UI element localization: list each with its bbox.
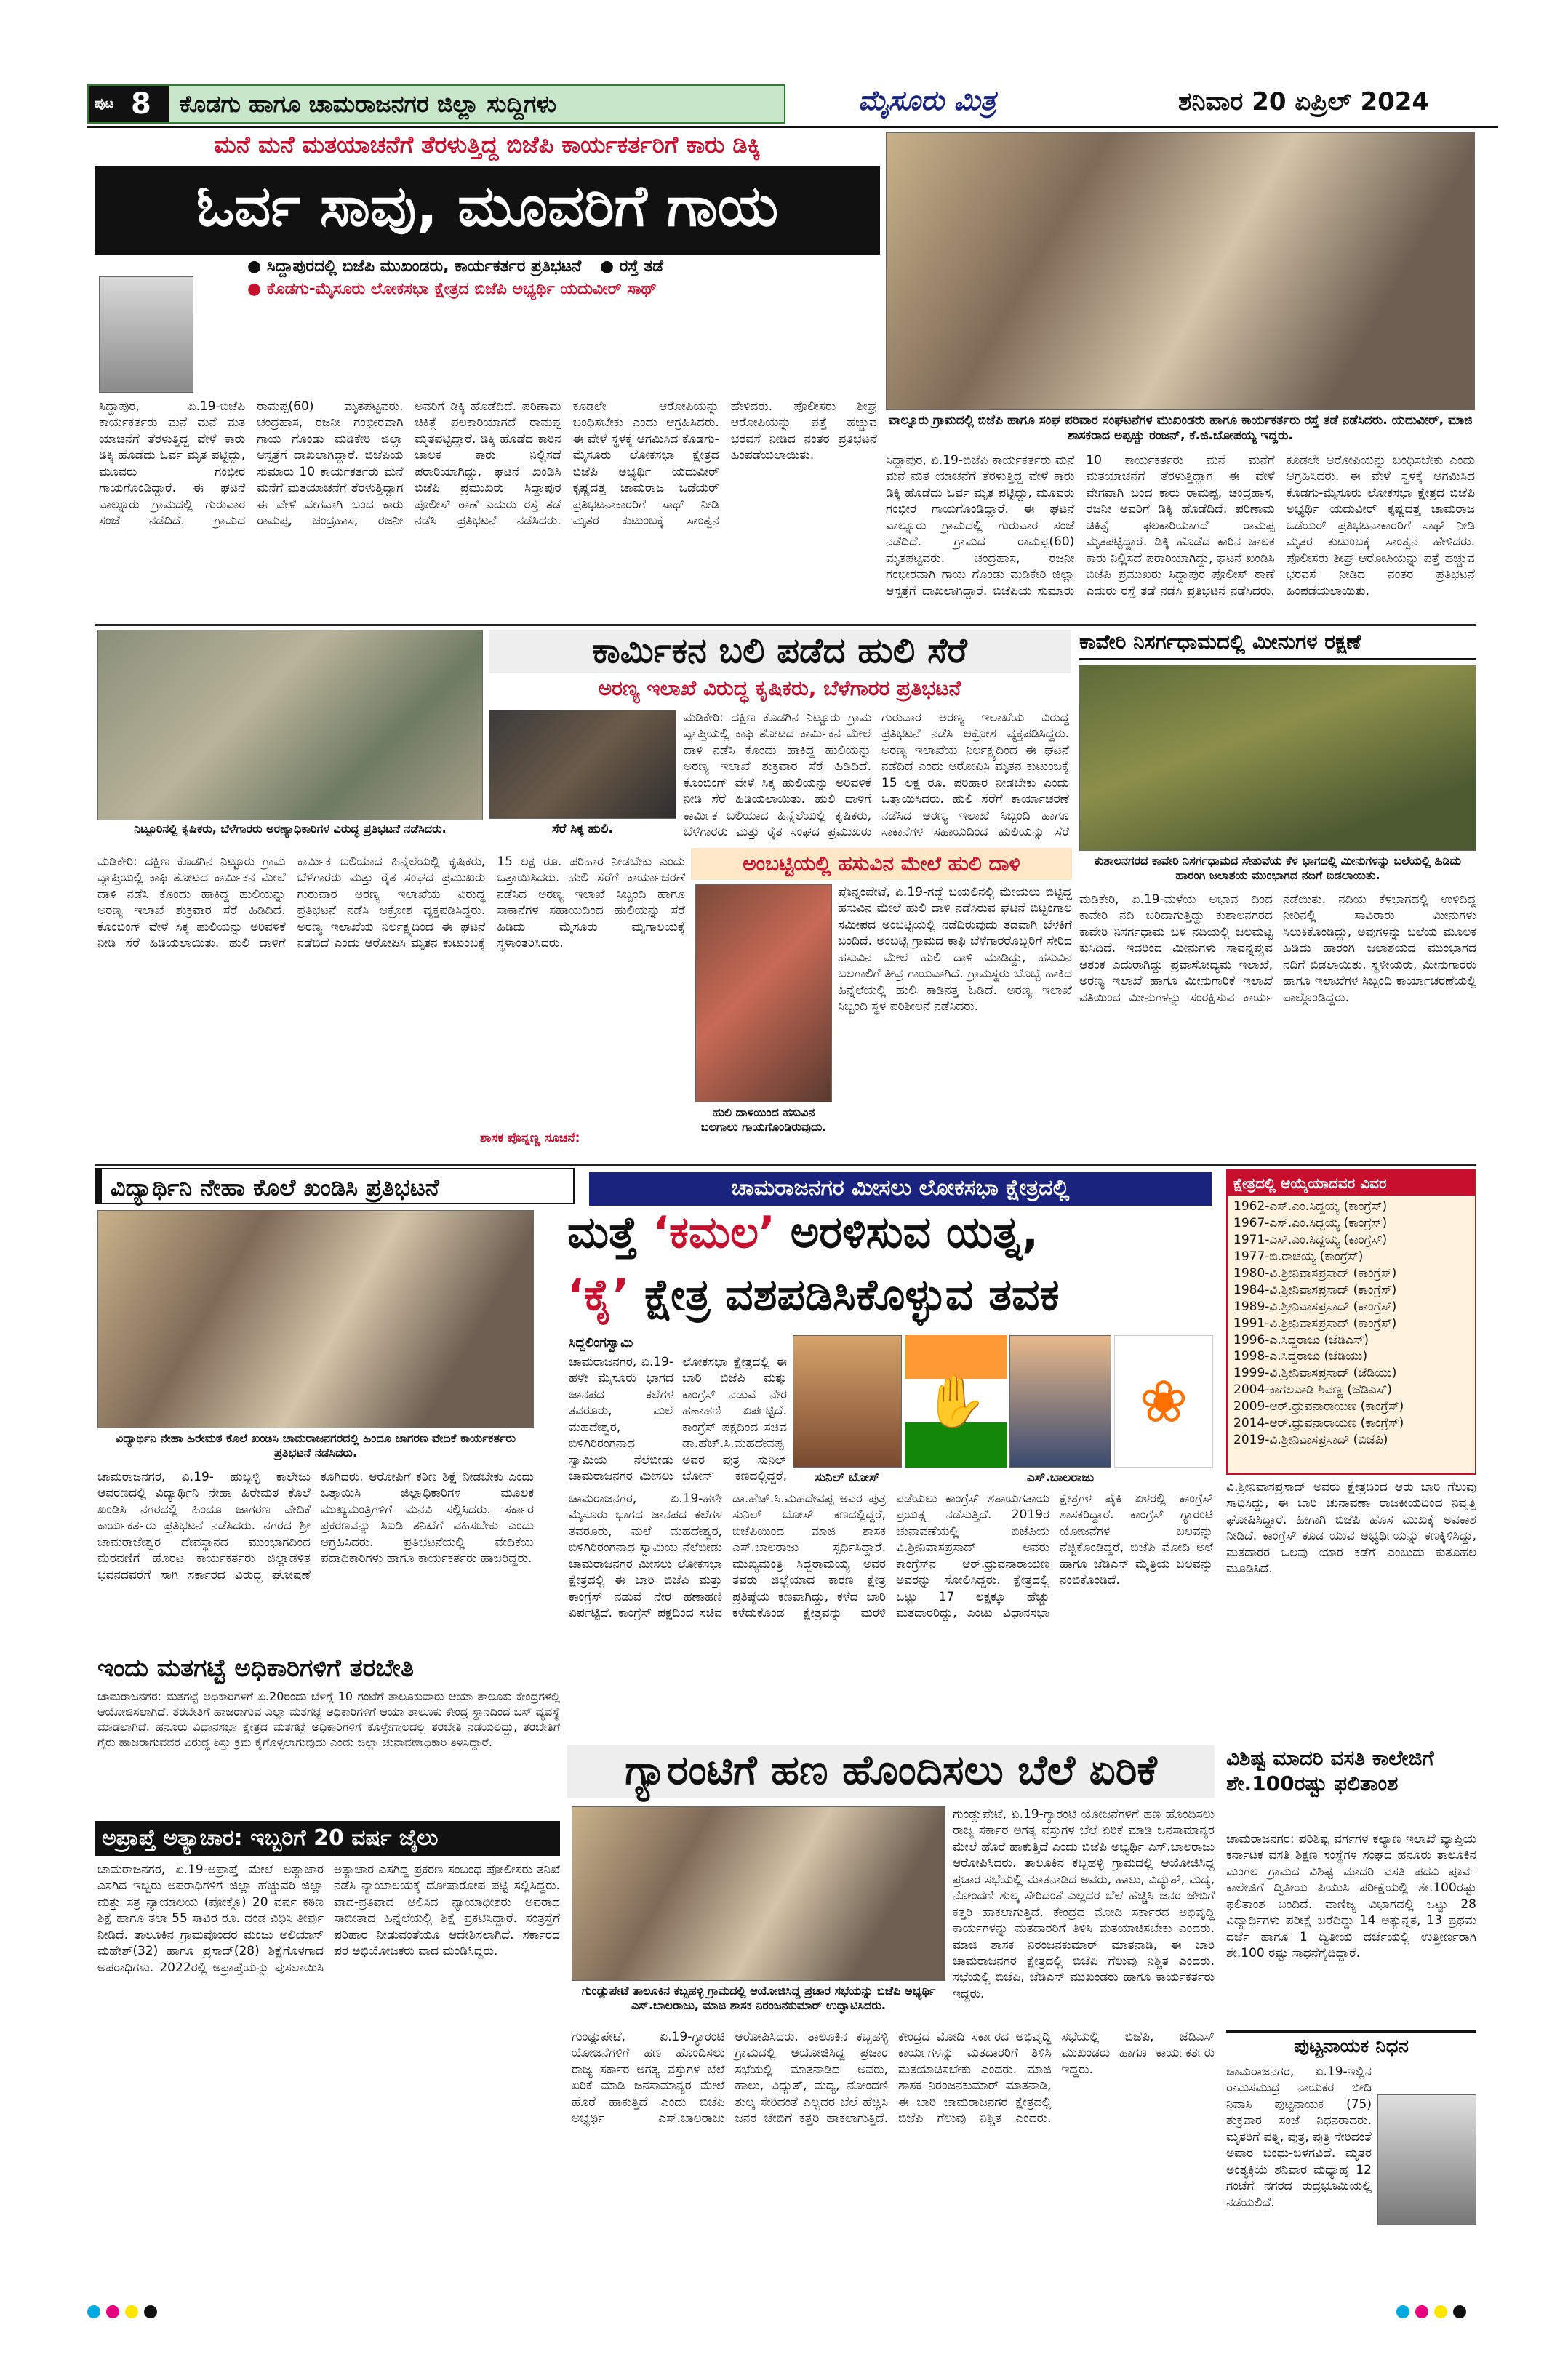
winner-row: 1980-ವಿ.ಶ್ರೀನಿವಾಸಪ್ರಸಾದ್ (ಕಾಂಗ್ರೆಸ್) bbox=[1233, 1265, 1397, 1281]
training-headline: ಇಂದು ಮತಗಟ್ಟೆ ಅಧಿಕಾರಿಗಳಿಗೆ ತರಬೇತಿ bbox=[97, 1654, 414, 1683]
guarantee-headline: ಗ್ಯಾರಂಟಿಗೆ ಹಣ ಹೊಂದಿಸಲು ಬೆಲೆ ಏರಿಕೆ bbox=[625, 1747, 1157, 1794]
cauvery-body: ಮಡಿಕೇರಿ, ಏ.19-ಮಳೆಯ ಅಭಾವ ದಿಂದ ಕಾವೇರಿ ನದಿ ಬರಿದಾಗುತ್ತಿದ್ದು ಕುಶಾಲನಗರದ ಕಾವೇರಿ ನಿಸರ್ಗಧಾಮ ಬಳಿ ನದಿಯಲ್ಲಿ ಜಲಮಟ್ಟ ಕುಸಿದಿದೆ. ಇದರಿಂದ ಮೀನುಗಳು ಸಾವನ್ನಪ್ಪುವ ಆತಂಕ ಎದುರಾಗಿದ್ದು ಪ್ರವಾಸೋದ್ಯಮ ಇಲಾಖೆ, ಅರಣ್ಯ ಇಲಾಖೆ ಹಾಗೂ ಮೀನುಗಾರಿಕೆ ಇಲಾಖೆ ವತಿಯಿಂದ ಮೀನುಗಳನ್ನು ಸಂರಕ್ಷಿಸುವ ಕಾರ್ಯ ನಡೆಯಿತು. ನದಿಯ ಕೆಳಭಾಗದಲ್ಲಿ ಉಳಿದಿದ್ದ ನೀರಿನಲ್ಲಿ ಸಾವಿರಾರು ಮೀನುಗಳು ಸಿಲುಕಿಕೊಂಡಿದ್ದು, ಅವುಗಳನ್ನು ಬಲೆಯ ಮೂಲಕ ಹಿಡಿದು ಹಾರಂಗಿ ಜಲಾಶಯದ ಮುಂಭಾಗದ ನದಿಗೆ ಬಿಡಲಾಯಿತು. ಸ್ಥಳೀಯರು, ಮೀನುಗಾರರು ಹಾಗೂ ಇಲಾಖೆಗಳ ಸಿಬ್ಬಂದಿ ಕಾರ್ಯಾಚರಣೆಯಲ್ಲಿ ಪಾಲ್ಗೊಂಡಿದ್ದರು. bbox=[1079, 892, 1476, 1005]
divider bbox=[95, 624, 1476, 626]
election-byline: ಸಿದ್ದಲಿಂಗಸ್ವಾಮಿ bbox=[569, 1335, 633, 1350]
lead-photo-caption: ವಾಲ್ನೂರು ಗ್ರಾಮದಲ್ಲಿ ಬಿಜೆಪಿ ಹಾಗೂ ಸಂಘ ಪರಿವಾರ ಸಂಘಟನೆಗಳ ಮುಖಂಡರು ಹಾಗೂ ಕಾರ್ಯಕರ್ತರು ರಸ್ತೆ ತಡೆ ನಡೆಸಿದರು. ಯದುವೀರ್, ಮಾಜಿ ಶಾಸಕರಾದ ಅಪ್ಪಚ್ಚು ರಂಜನ್, ಕೆ.ಜಿ.ಬೋಪಯ್ಯ ಇದ್ದರು. bbox=[888, 413, 1473, 444]
attack-body: ಪೊನ್ನಂಪೇಟೆ, ಏ.19-ಗದ್ದೆ ಬಯಲಿನಲ್ಲಿ ಮೇಯಲು ಬಿಟ್ಟಿದ್ದ ಹಸುವಿನ ಮೇಲೆ ಹುಲಿ ದಾಳಿ ನಡೆಸಿರುವ ಘಟನೆ ಬಿಟ್ಟಂಗಾಲ ಸಮೀಪದ ಅಂಬಟ್ಟಿಯಲ್ಲಿ ನಡೆದಿರುವುದು ತಡವಾಗಿ ಬೆಳಕಿಗೆ ಬಂದಿದೆ. ಅಂಬಟ್ಟಿ ಗ್ರಾಮದ ಕಾಫಿ ಬೆಳೆಗಾರರೊಬ್ಬರಿಗೆ ಸೇರಿದ ಹಸುವಿನ ಮೇಲೆ ಹುಲಿ ದಾಳಿ ಮಾಡಿದ್ದು, ಹಸುವಿನ ಬಲಗಾಲಿಗೆ ತೀವ್ರ ಗಾಯವಾಗಿದೆ. ಗ್ರಾಮಸ್ಥರು ಬೊಬ್ಬೆ ಹಾಕಿದ ಹಿನ್ನೆಲೆಯಲ್ಲಿ ಹುಲಿ ಕಾಡಿನತ್ತ ಓಡಿದೆ. ಅರಣ್ಯ ಇಲಾಖೆ ಸಿಬ್ಬಂದಿ ಸ್ಥಳ ಪರಿಶೀಲನೆ ನಡೆಸಿದರು. bbox=[838, 885, 1072, 1014]
winner-row: 1977-ಬಿ.ರಾಚಯ್ಯ (ಕಾಂಗ್ರೆಸ್) bbox=[1233, 1249, 1364, 1264]
guarantee-caption: ಗುಂಡ್ಲುಪೇಟೆ ತಾಲೂಕಿನ ಕಬ್ಬಹಳ್ಳಿ ಗ್ರಾಮದಲ್ಲಿ ಆಯೋಜಿಸಿದ್ದ ಪ್ರಚಾರ ಸಭೆಯನ್ನು ಬಿಜೆಪಿ ಅಭ್ಯರ್ಥಿ ಎಸ್.ಬಾಲರಾಜು, ಮಾಜಿ ಶಾಸಕ ನಿರಂಜನಕುಮಾರ್ ಉದ್ಘಾಟಿಸಿದರು. bbox=[581, 1984, 936, 2012]
election-intro: ಚಾಮರಾಜನಗರ, ಏ.19-ಹಳೇ ಮೈಸೂರು ಭಾಗದ ಜಾನಪದ ಕಲೆಗಳ ತವರೂರು, ಮಲೆ ಮಹದೇಶ್ವರ, ಬಿಳಿಗಿರಿರಂಗನಾಥ ಸ್ವಾಮಿಯ ನೆಲೆಬೀಡು ಚಾಮರಾಜನಗರ ಮೀಸಲು ಲೋಕಸಭಾ ಕ್ಷೇತ್ರದಲ್ಲಿ ಈ ಬಾರಿ ಬಿಜೆಪಿ ಮತ್ತು ಕಾಂಗ್ರೆಸ್ ನಡುವೆ ನೇರ ಹಣಾಹಣಿ ಏರ್ಪಟ್ಟಿದೆ. ಕಾಂಗ್ರೆಸ್ ಪಕ್ಷದಿಂದ ಸಚಿವ ಡಾ.ಹೆಚ್.ಸಿ.ಮಹದೇವಪ್ಪ ಅವರ ಪುತ್ರ ಸುನಿಲ್ ಬೋಸ್ ಕಣದಲ್ಲಿದ್ದರೆ, bbox=[569, 1355, 787, 1484]
tiger-body: ಮಡಿಕೇರಿ: ದಕ್ಷಿಣ ಕೊಡಗಿನ ನಿಟ್ಟೂರು ಗ್ರಾಮ ವ್ಯಾಪ್ತಿಯಲ್ಲಿ ಕಾಫಿ ತೋಟದ ಕಾರ್ಮಿಕನ ಮೇಲೆ ದಾಳಿ ನಡೆಸಿ ಕೊಂದು ಹಾಕಿದ್ದ ಹುಲಿಯನ್ನು ಅರಣ್ಯ ಇಲಾಖೆ ಶುಕ್ರವಾರ ಸೆರೆ ಹಿಡಿದಿದೆ. ಕೊಂಬಿಂಗ್ ವೇಳೆ ಸಿಕ್ಕ ಹುಲಿಯನ್ನು ಅರಿವಳಿಕೆ ನೀಡಿ ಸೆರೆ ಹಿಡಿಯಲಾಯಿತು. ಹುಲಿ ದಾಳಿಗೆ ಕಾರ್ಮಿಕ ಬಲಿಯಾದ ಹಿನ್ನೆಲೆಯಲ್ಲಿ ಕೃಷಿಕರು, ಬೆಳೆಗಾರರು ಮತ್ತು ರೈತ ಸಂಘದ ಪ್ರಮುಖರು ಗುರುವಾರ ಅರಣ್ಯ ಇಲಾಖೆಯ ವಿರುದ್ಧ ಪ್ರತಿಭಟನೆ ನಡೆಸಿ ಆಕ್ರೋಶ ವ್ಯಕ್ತಪಡಿಸಿದ್ದರು. ಅರಣ್ಯ ಇಲಾಖೆಯ ನಿರ್ಲಕ್ಷ್ಯದಿಂದ ಈ ಘಟನೆ ನಡೆದಿದೆ ಎಂದು ಆರೋಪಿಸಿ ಮೃತನ ಕುಟುಂಬಕ್ಕೆ 15 ಲಕ್ಷ ರೂ. ಪರಿಹಾರ ನೀಡಬೇಕು ಎಂದು ಒತ್ತಾಯಿಸಿದರು. ಹುಲಿ ಸೆರೆಗೆ ಕಾರ್ಯಾಚರಣೆ ನಡೆಸಿದ ಅರಣ್ಯ ಇಲಾಖೆ ಸಿಬ್ಬಂದಿ ಹಾಗೂ ಸಾಕಾನೆಗಳ ಸಹಾಯದಿಂದ ಹುಲಿಯನ್ನು ಸೆರೆ ಹಿಡಿದು ಮೈಸೂರು ಮೃಗಾಲಯಕ್ಕೆ ಸ್ಥಳಾಂತರಿಸಿದರು. bbox=[97, 854, 685, 951]
lead-photo bbox=[886, 132, 1475, 410]
tiger-subhead: ಅರಣ್ಯ ಇಲಾಖೆ ವಿರುದ್ಧ ಕೃಷಿಕರು, ಬೆಳೆಗಾರರ ಪ್ರತಿಭಟನೆ bbox=[598, 676, 961, 700]
lead-portrait bbox=[99, 276, 193, 393]
magenta-dot-icon bbox=[1415, 2305, 1428, 2318]
tiger-author: ಶಾಸಕ ಪೊನ್ನಣ್ಣ ಸೂಚನೆ: bbox=[480, 1131, 580, 1145]
cauvery-photo bbox=[1079, 665, 1476, 851]
candidate2-name: ಎಸ್.ಬಾಲರಾಜು bbox=[1026, 1470, 1095, 1485]
attack-headline: ಅಂಬಟ್ಟಿಯಲ್ಲಿ ಹಸುವಿನ ಮೇಲೆ ಹುಲಿ ದಾಳಿ bbox=[743, 852, 1020, 876]
winner-row: 1984-ವಿ.ಶ್ರೀನಿವಾಸಪ್ರಸಾದ್ (ಕಾಂಗ್ರೆಸ್) bbox=[1233, 1282, 1397, 1297]
tiger-small-caption: ಸೆರೆ ಸಿಕ್ಕ ಹುಲಿ. bbox=[552, 822, 613, 836]
magenta-dot-icon bbox=[106, 2305, 119, 2318]
winners-table bbox=[1226, 1169, 1476, 1475]
obit-portrait bbox=[1377, 2094, 1476, 2225]
guarantee-body: ಗುಂಡ್ಲುಪೇಟೆ, ಏ.19-ಗ್ಯಾರಂಟಿ ಯೋಜನೆಗಳಿಗೆ ಹಣ ಹೊಂದಿಸಲು ರಾಜ್ಯ ಸರ್ಕಾರ ಅಗತ್ಯ ವಸ್ತುಗಳ ಬೆಲೆ ಏರಿಕೆ ಮಾಡಿ ಜನಸಾಮಾನ್ಯರ ಮೇಲೆ ಹೊರೆ ಹಾಕುತ್ತಿದೆ ಎಂದು ಬಿಜೆಪಿ ಅಭ್ಯರ್ಥಿ ಎಸ್.ಬಾಲರಾಜು ಆರೋಪಿಸಿದರು. ತಾಲೂಕಿನ ಕಬ್ಬಹಳ್ಳಿ ಗ್ರಾಮದಲ್ಲಿ ಆಯೋಜಿಸಿದ್ದ ಪ್ರಚಾರ ಸಭೆಯಲ್ಲಿ ಮಾತನಾಡಿದ ಅವರು, ಹಾಲು, ವಿದ್ಯುತ್, ಮದ್ಯ, ನೋಂದಣಿ ಶುಲ್ಕ ಸೇರಿದಂತೆ ಎಲ್ಲದರ ಬೆಲೆ ಹೆಚ್ಚಿಸಿ ಜನರ ಜೇಬಿಗೆ ಕತ್ತರಿ ಹಾಕಲಾಗುತ್ತಿದೆ. ಕೇಂದ್ರದ ಮೋದಿ ಸರ್ಕಾರದ ಅಭಿವೃದ್ಧಿ ಕಾರ್ಯಗಳನ್ನು ಮತದಾರರಿಗೆ ತಿಳಿಸಿ ಮತಯಾಚಿಸಬೇಕು ಎಂದರು. ಮಾಜಿ ಶಾಸಕ ನಿರಂಜನಕುಮಾರ್ ಮಾತನಾಡಿ, ಈ ಬಾರಿ ಚಾಮರಾಜನಗರ ಕ್ಷೇತ್ರದಲ್ಲಿ ಬಿಜೆಪಿ ಗೆಲುವು ನಿಶ್ಚಿತ ಎಂದರು. ಸಭೆಯಲ್ಲಿ ಬಿಜೆಪಿ, ಜೆಡಿಎಸ್ ಮುಖಂಡರು ಹಾಗೂ ಕಾರ್ಯಕರ್ತರು ಇದ್ದರು. bbox=[572, 2030, 1215, 2126]
masthead-logo: ಮೈಸೂರು ಮಿತ್ರ bbox=[858, 84, 996, 116]
winner-row: 1999-ವಿ.ಶ್ರೀನಿವಾಸಪ್ರಸಾದ್ (ಜೆಡಿಯು) bbox=[1233, 1366, 1397, 1381]
winner-row: 1971-ಎಸ್.ಎಂ.ಸಿದ್ದಯ್ಯ (ಕಾಂಗ್ರೆಸ್) bbox=[1233, 1232, 1388, 1247]
tiger-body-top: ಮಡಿಕೇರಿ: ದಕ್ಷಿಣ ಕೊಡಗಿನ ನಿಟ್ಟೂರು ಗ್ರಾಮ ವ್ಯಾಪ್ತಿಯಲ್ಲಿ ಕಾಫಿ ತೋಟದ ಕಾರ್ಮಿಕನ ಮೇಲೆ ದಾಳಿ ನಡೆಸಿ ಕೊಂದು ಹಾಕಿದ್ದ ಹುಲಿಯನ್ನು ಅರಣ್ಯ ಇಲಾಖೆ ಶುಕ್ರವಾರ ಸೆರೆ ಹಿಡಿದಿದೆ. ಕೊಂಬಿಂಗ್ ವೇಳೆ ಸಿಕ್ಕ ಹುಲಿಯನ್ನು ಅರಿವಳಿಕೆ ನೀಡಿ ಸೆರೆ ಹಿಡಿಯಲಾಯಿತು. ಹುಲಿ ದಾಳಿಗೆ ಕಾರ್ಮಿಕ ಬಲಿಯಾದ ಹಿನ್ನೆಲೆಯಲ್ಲಿ ಕೃಷಿಕರು, ಬೆಳೆಗಾರರು ಮತ್ತು ರೈತ ಸಂಘದ ಪ್ರಮುಖರು ಗುರುವಾರ ಅರಣ್ಯ ಇಲಾಖೆಯ ವಿರುದ್ಧ ಪ್ರತಿಭಟನೆ ನಡೆಸಿ ಆಕ್ರೋಶ ವ್ಯಕ್ತಪಡಿಸಿದ್ದರು. ಅರಣ್ಯ ಇಲಾಖೆಯ ನಿರ್ಲಕ್ಷ್ಯದಿಂದ ಈ ಘಟನೆ ನಡೆದಿದೆ ಎಂದು ಆರೋಪಿಸಿ ಮೃತನ ಕುಟುಂಬಕ್ಕೆ 15 ಲಕ್ಷ ರೂ. ಪರಿಹಾರ ನೀಡಬೇಕು ಎಂದು ಒತ್ತಾಯಿಸಿದರು. ಹುಲಿ ಸೆರೆಗೆ ಕಾರ್ಯಾಚರಣೆ ನಡೆಸಿದ ಅರಣ್ಯ ಇಲಾಖೆ ಸಿಬ್ಬಂದಿ ಹಾಗೂ ಸಾಕಾನೆಗಳ ಸಹಾಯದಿಂದ ಹುಲಿಯನ್ನು ಸೆರೆ bbox=[684, 710, 1069, 840]
crime-headline-box bbox=[95, 1821, 560, 1856]
page-number-box bbox=[89, 86, 169, 122]
obit-headline-box bbox=[1226, 2030, 1476, 2059]
lead-body-continued: ಸಿದ್ದಾಪುರ, ಏ.19-ಬಿಜೆಪಿ ಕಾರ್ಯಕರ್ತರು ಮನೆ ಮನೆ ಮತ ಯಾಚನೆಗೆ ತೆರಳುತ್ತಿದ್ದ ವೇಳೆ ಕಾರು ಡಿಕ್ಕಿ ಹೊಡೆದು ಓರ್ವ ಮೃತ ಪಟ್ಟಿದ್ದು, ಮೂವರು ಗಂಭೀರ ಗಾಯಗೊಂಡಿದ್ದಾರೆ. ಈ ಘಟನೆ ವಾಲ್ನೂರು ಗ್ರಾಮದಲ್ಲಿ ಗುರುವಾರ ಸಂಜೆ ನಡೆದಿದೆ. ಗ್ರಾಮದ ರಾಮಪ್ಪ(60) ಮೃತಪಟ್ಟವರು. ಚಂದ್ರಹಾಸ, ರಜನೀ ಗಂಭೀರವಾಗಿ ಗಾಯ ಗೊಂಡು ಮಡಿಕೇರಿ ಜಿಲ್ಲಾ ಆಸ್ಪತ್ರೆಗೆ ದಾಖಲಾಗಿದ್ದಾರೆ. ಬಿಜೆಪಿಯ ಸುಮಾರು 10 ಕಾರ್ಯಕರ್ತರು ಮನೆ ಮನೆಗೆ ಮತಯಾಚನೆಗೆ ತೆರಳುತ್ತಿದ್ದಾಗ ಈ ವೇಳೆ ವೇಗವಾಗಿ ಬಂದ ಕಾರು ರಾಮಪ್ಪ, ಚಂದ್ರಹಾಸ, ರಜನೀ ಅವರಿಗೆ ಡಿಕ್ಕಿ ಹೊಡೆದಿದೆ. ಪರಿಣಾಮ ಚಿಕಿತ್ಸೆ ಫಲಕಾರಿಯಾಗದೆ ರಾಮಪ್ಪ ಮೃತಪಟ್ಟಿದ್ದಾರೆ. ಡಿಕ್ಕಿ ಹೊಡೆದ ಕಾರಿನ ಚಾಲಕ ಕಾರು ನಿಲ್ಲಿಸದೆ ಪರಾರಿಯಾಗಿದ್ದು, ಘಟನೆ ಖಂಡಿಸಿ ಬಿಜೆಪಿ ಪ್ರಮುಖರು ಸಿದ್ದಾಪುರ ಪೊಲೀಸ್ ಠಾಣೆ ಎದುರು ರಸ್ತೆ ತಡೆ ನಡೆಸಿ ಪ್ರತಿಭಟನೆ ನಡೆಸಿದರು. ಕೂಡಲೇ ಆರೋಪಿಯನ್ನು ಬಂಧಿಸಬೇಕು ಎಂದು ಆಗ್ರಹಿಸಿದರು. ಈ ವೇಳೆ ಸ್ಥಳಕ್ಕೆ ಆಗಮಿಸಿದ ಕೊಡಗು-ಮೈಸೂರು ಲೋಕಸಭಾ ಕ್ಷೇತ್ರದ ಬಿಜೆಪಿ ಅಭ್ಯರ್ಥಿ ಯದುವೀರ್ ಕೃಷ್ಣದತ್ತ ಚಾಮರಾಜ ಒಡೆಯರ್ ಪ್ರತಿಭಟನಾಕಾರರಿಗೆ ಸಾಥ್ ನೀಡಿ ಮೃತರ ಕುಟುಂಬಕ್ಕೆ ಸಾಂತ್ವನ ಹೇಳಿದರು. ಪೊಲೀಸರು ಶೀಘ್ರ ಆರೋಪಿಯನ್ನು ಪತ್ತೆ ಹಚ್ಚುವ ಭರವಸೆ ನೀಡಿದ ನಂತರ ಪ್ರತಿಭಟನೆ ಹಿಂಪಡೆಯಲಾಯಿತು. bbox=[886, 453, 1475, 598]
winner-row: 1998-ಎ.ಸಿದ್ದರಾಜು (ಜೆಡಿಯು) bbox=[1233, 1349, 1368, 1364]
winner-row: 2019-ವಿ.ಶ್ರೀನಿವಾಸಪ್ರಸಾದ್ (ಬಿಜೆಪಿ) bbox=[1233, 1433, 1388, 1448]
section-title: ಕೊಡಗು ಹಾಗೂ ಚಾಮರಾಜನಗರ ಜಿಲ್ಲಾ ಸುದ್ದಿಗಳು bbox=[180, 90, 557, 118]
lead-sub2: ● ರಸ್ತೆ ತಡೆ bbox=[600, 257, 663, 276]
black-dot-icon bbox=[1453, 2305, 1466, 2318]
black-dot-icon bbox=[144, 2305, 157, 2318]
neha-body: ಚಾಮರಾಜನಗರ, ಏ.19- ಹುಬ್ಬಳ್ಳಿ ಕಾಲೇಜು ಆವರಣದಲ್ಲಿ ವಿದ್ಯಾರ್ಥಿನಿ ನೇಹಾ ಹಿರೇಮಠ ಕೊಲೆ ಖಂಡಿಸಿ ನಗರದಲ್ಲಿ ಹಿಂದೂ ಜಾಗರಣ ವೇದಿಕೆ ಕಾರ್ಯಕರ್ತರು ಪ್ರತಿಭಟನೆ ನಡೆಸಿದರು. ನಗರದ ಶ್ರೀ ಚಾಮರಾಜೇಶ್ವರ ದೇವಸ್ಥಾನದ ಮುಂಭಾಗದಿಂದ ಮೆರವಣಿಗೆ ಹೊರಟ ಕಾರ್ಯಕರ್ತರು ಜಿಲ್ಲಾಡಳಿತ ಭವನದವರೆಗೆ ಸಾಗಿ ಸರ್ಕಾರದ ವಿರುದ್ಧ ಘೋಷಣೆ ಕೂಗಿದರು. ಆರೋಪಿಗೆ ಕಠಿಣ ಶಿಕ್ಷೆ ನೀಡಬೇಕು ಎಂದು ಒತ್ತಾಯಿಸಿ ಜಿಲ್ಲಾಧಿಕಾರಿಗಳ ಮೂಲಕ ಮುಖ್ಯಮಂತ್ರಿಗಳಿಗೆ ಮನವಿ ಸಲ್ಲಿಸಿದರು. ಸರ್ಕಾರ ಪ್ರಕರಣವನ್ನು ಸಿಐಡಿ ತನಿಖೆಗೆ ವಹಿಸಬೇಕು ಎಂದು ಆಗ್ರಹಿಸಿದರು. ಪ್ರತಿಭಟನೆಯಲ್ಲಿ ವೇದಿಕೆಯ ಪದಾಧಿಕಾರಿಗಳು ಹಾಗೂ ಕಾರ್ಯಕರ್ತರು ಹಾಜರಿದ್ದರು. bbox=[97, 1470, 534, 1582]
neha-caption: ವಿದ್ಯಾರ್ಥಿನಿ ನೇಹಾ ಹಿರೇಮಠ ಕೊಲೆ ಖಂಡಿಸಿ ಚಾಮರಾಜನಗರದಲ್ಲಿ ಹಿಂದೂ ಜಾಗರಣ ವೇದಿಕೆ ಕಾರ್ಯಕರ್ತರು ಪ್ರತಿಭಟನೆ ನಡೆಸಿದರು. bbox=[116, 1431, 516, 1460]
congress-hand-icon: ✋ bbox=[905, 1335, 1007, 1468]
cyan-dot-icon bbox=[1396, 2305, 1409, 2318]
hostel-headline: ವಿಶಿಷ್ಟ ಮಾದರಿ ವಸತಿ ಕಾಲೇಜಿಗೆ ಶೇ.100ರಷ್ಟು ಫಲಿತಾಂಶ bbox=[1226, 1746, 1434, 1795]
page-number: 8 bbox=[131, 87, 151, 121]
crime-headline: ಅಪ್ರಾಪ್ತೆ ಅತ್ಯಾಚಾರ: ಇಬ್ಬರಿಗೆ 20 ವರ್ಷ ಜೈಲು bbox=[102, 1825, 439, 1851]
tiger-headline-box bbox=[489, 630, 1071, 673]
lead-subheads bbox=[247, 257, 880, 316]
winner-row: 1962-ಎಸ್.ಎಂ.ಸಿದ್ದಯ್ಯ (ಕಾಂಗ್ರೆಸ್) bbox=[1233, 1199, 1388, 1214]
winner-row: 1996-ಎ.ಸಿದ್ದರಾಜು (ಜೆಡಿಎಸ್) bbox=[1233, 1332, 1369, 1348]
winner-row: 2009-ಆರ್.ಧ್ರುವನಾರಾಯಣ (ಕಾಂಗ್ರೆಸ್) bbox=[1233, 1399, 1404, 1414]
winner-row: 1967-ಎಸ್.ಎಂ.ಸಿದ್ದಯ್ಯ (ಕಾಂಗ್ರೆಸ್) bbox=[1233, 1215, 1388, 1230]
neha-photo bbox=[97, 1210, 534, 1428]
winner-row: 1989-ವಿ.ಶ್ರೀನಿವಾಸಪ್ರಸಾದ್ (ಕಾಂಗ್ರೆಸ್) bbox=[1233, 1299, 1397, 1314]
registration-marks-left bbox=[87, 2305, 233, 2323]
tiger-protest-caption: ನಿಟ್ಟೂರಿನಲ್ಲಿ ಕೃಷಿಕರು, ಬೆಳೆಗಾರರು ಅರಣ್ಯಾಧಿಕಾರಿಗಳ ವಿರುದ್ಧ ಪ್ರತಿಭಟನೆ ನಡೆಸಿದರು. bbox=[134, 822, 447, 836]
yellow-dot-icon bbox=[125, 2305, 138, 2318]
issue-date: ಶನಿವಾರ 20 ಏಪ್ರಿಲ್ 2024 bbox=[1178, 87, 1430, 116]
neha-headline-box bbox=[95, 1168, 575, 1204]
lead-body: ಸಿದ್ದಾಪುರ, ಏ.19-ಬಿಜೆಪಿ ಕಾರ್ಯಕರ್ತರು ಮನೆ ಮನೆ ಮತ ಯಾಚನೆಗೆ ತೆರಳುತ್ತಿದ್ದ ವೇಳೆ ಕಾರು ಡಿಕ್ಕಿ ಹೊಡೆದು ಓರ್ವ ಮೃತ ಪಟ್ಟಿದ್ದು, ಮೂವರು ಗಂಭೀರ ಗಾಯಗೊಂಡಿದ್ದಾರೆ. ಈ ಘಟನೆ ವಾಲ್ನೂರು ಗ್ರಾಮದಲ್ಲಿ ಗುರುವಾರ ಸಂಜೆ ನಡೆದಿದೆ. ಗ್ರಾಮದ ರಾಮಪ್ಪ(60) ಮೃತಪಟ್ಟವರು. ಚಂದ್ರಹಾಸ, ರಜನೀ ಗಂಭೀರವಾಗಿ ಗಾಯ ಗೊಂಡು ಮಡಿಕೇರಿ ಜಿಲ್ಲಾ ಆಸ್ಪತ್ರೆಗೆ ದಾಖಲಾಗಿದ್ದಾರೆ. ಬಿಜೆಪಿಯ ಸುಮಾರು 10 ಕಾರ್ಯಕರ್ತರು ಮನೆ ಮನೆಗೆ ಮತಯಾಚನೆಗೆ ತೆರಳುತ್ತಿದ್ದಾಗ ಈ ವೇಳೆ ವೇಗವಾಗಿ ಬಂದ ಕಾರು ರಾಮಪ್ಪ, ಚಂದ್ರಹಾಸ, ರಜನೀ ಅವರಿಗೆ ಡಿಕ್ಕಿ ಹೊಡೆದಿದೆ. ಪರಿಣಾಮ ಚಿಕಿತ್ಸೆ ಫಲಕಾರಿಯಾಗದೆ ರಾಮಪ್ಪ ಮೃತಪಟ್ಟಿದ್ದಾರೆ. ಡಿಕ್ಕಿ ಹೊಡೆದ ಕಾರಿನ ಚಾಲಕ ಕಾರು ನಿಲ್ಲಿಸದೆ ಪರಾರಿಯಾಗಿದ್ದು, ಘಟನೆ ಖಂಡಿಸಿ ಬಿಜೆಪಿ ಪ್ರಮುಖರು ಸಿದ್ದಾಪುರ ಪೊಲೀಸ್ ಠಾಣೆ ಎದುರು ರಸ್ತೆ ತಡೆ ನಡೆಸಿ ಪ್ರತಿಭಟನೆ ನಡೆಸಿದರು. ಕೂಡಲೇ ಆರೋಪಿಯನ್ನು ಬಂಧಿಸಬೇಕು ಎಂದು ಆಗ್ರಹಿಸಿದರು. ಈ ವೇಳೆ ಸ್ಥಳಕ್ಕೆ ಆಗಮಿಸಿದ ಕೊಡಗು-ಮೈಸೂರು ಲೋಕಸಭಾ ಕ್ಷೇತ್ರದ ಬಿಜೆಪಿ ಅಭ್ಯರ್ಥಿ ಯದುವೀರ್ ಕೃಷ್ಣದತ್ತ ಚಾಮರಾಜ ಒಡೆಯರ್ ಪ್ರತಿಭಟನಾಕಾರರಿಗೆ ಸಾಥ್ ನೀಡಿ ಮೃತರ ಕುಟುಂಬಕ್ಕೆ ಸಾಂತ್ವನ ಹೇಳಿದರು. ಪೊಲೀಸರು ಶೀಘ್ರ ಆರೋಪಿಯನ್ನು ಪತ್ತೆ ಹಚ್ಚುವ ಭರವಸೆ ನೀಡಿದ ನಂತರ ಪ್ರತಿಭಟನೆ ಹಿಂಪಡೆಯಲಾಯಿತು. bbox=[99, 399, 877, 529]
neha-headline: ವಿದ್ಯಾರ್ಥಿನಿ ನೇಹಾ ಕೊಲೆ ಖಂಡಿಸಿ ಪ್ರತಿಭಟನೆ bbox=[111, 1174, 439, 1201]
registration-marks-right bbox=[1396, 2305, 1542, 2323]
candidate1-photo bbox=[793, 1335, 902, 1468]
tiger-headline: ಕಾರ್ಮಿಕನ ಬಲಿ ಪಡೆದ ಹುಲಿ ಸೆರೆ bbox=[592, 630, 967, 671]
lead-headline: ಓರ್ವ ಸಾವು, ಮೂವರಿಗೆ ಗಾಯ bbox=[196, 174, 779, 239]
winner-row: 1991-ವಿ.ಶ್ರೀನಿವಾಸಪ್ರಸಾದ್ (ಕಾಂಗ್ರೆಸ್) bbox=[1233, 1316, 1397, 1331]
candidate2-photo bbox=[1009, 1335, 1111, 1468]
election-side-body: ವಿ.ಶ್ರೀನಿವಾಸಪ್ರಸಾದ್ ಅವರು ಕ್ಷೇತ್ರದಿಂದ ಆರು ಬಾರಿ ಗೆಲುವು ಸಾಧಿಸಿದ್ದು, ಈ ಬಾರಿ ಚುನಾವಣಾ ರಾಜಕೀಯದಿಂದ ನಿವೃತ್ತಿ ಘೋಷಿಸಿದ್ದಾರೆ. ಹೀಗಾಗಿ ಬಿಜೆಪಿ ಹೊಸ ಮುಖಕ್ಕೆ ಅವಕಾಶ ನೀಡಿದೆ. ಕಾಂಗ್ರೆಸ್ ಕೂಡ ಯುವ ಅಭ್ಯರ್ಥಿಯನ್ನು ಕಣಕ್ಕಿಳಿಸಿದ್ದು, ಮತದಾರರ ಒಲವು ಯಾರ ಕಡೆಗೆ ಎಂಬುದು ಕುತೂಹಲ ಮೂಡಿಸಿದೆ. bbox=[1226, 1480, 1476, 1577]
obit-body-left: ಚಾಮರಾಜನಗರ, ಏ.19-ಇಲ್ಲಿನ ರಾಮಸಮುದ್ರ ನಾಯಕರ ಬೀದಿ ನಿವಾಸಿ ಪುಟ್ಟನಾಯಕ (75) ಶುಕ್ರವಾರ ಸಂಜೆ ನಿಧನರಾದರು. ಮೃತರಿಗೆ ಪತ್ನಿ, ಪುತ್ರ, ಪುತ್ರಿ ಸೇರಿದಂತೆ ಅಪಾರ ಬಂಧು-ಬಳಗವಿದೆ. ಮೃತರ ಅಂತ್ಯಕ್ರಿಯೆ ಶನಿವಾರ ಮಧ್ಯಾಹ್ನ 12 ಗಂಟೆಗೆ ನಗರದ ರುದ್ರಭೂಮಿಯಲ್ಲಿ ನಡೆಯಲಿದೆ. bbox=[1226, 2065, 1372, 2210]
hostel-body: ಚಾಮರಾಜನಗರ: ಪರಿಶಿಷ್ಟ ವರ್ಗಗಳ ಕಲ್ಯಾಣ ಇಲಾಖೆ ವ್ಯಾಪ್ತಿಯ ಕರ್ನಾಟಕ ವಸತಿ ಶಿಕ್ಷಣ ಸಂಸ್ಥೆಗಳ ಸಂಘದ ಹನೂರು ತಾಲೂಕಿನ ಮಂಗಲ ಗ್ರಾಮದ ವಿಶಿಷ್ಟ ಮಾದರಿ ವಸತಿ ಪದವಿ ಪೂರ್ವ ಕಾಲೇಜಿಗೆ ದ್ವಿತೀಯ ಪಿಯುಸಿ ಪರೀಕ್ಷೆಯಲ್ಲಿ ಶೇ.100ರಷ್ಟು ಫಲಿತಾಂಶ ಬಂದಿದೆ. ವಾಣಿಜ್ಯ ವಿಭಾಗದಲ್ಲಿ ಒಟ್ಟು 28 ವಿದ್ಯಾರ್ಥಿಗಳು ಪರೀಕ್ಷೆ ಬರೆದಿದ್ದು 14 ಅತ್ಯುನ್ನತ, 13 ಪ್ರಥಮ ದರ್ಜೆ ಹಾಗೂ 1 ದ್ವಿತೀಯ ದರ್ಜೆಯಲ್ಲಿ ಉತ್ತೀರ್ಣರಾಗಿ ಶೇ.100 ರಷ್ಟು ಸಾಧನೆಗೈದಿದ್ದಾರೆ. bbox=[1226, 1832, 1476, 1961]
tiger-protest-photo bbox=[97, 630, 483, 820]
bjp-lotus-icon: ❀ bbox=[1114, 1335, 1213, 1468]
election-kicker-box bbox=[589, 1172, 1212, 1206]
lead-headline-box bbox=[95, 166, 880, 255]
winner-row: 2014-ಆರ್.ಧ್ರುವನಾರಾಯಣ (ಕಾಂಗ್ರೆಸ್) bbox=[1233, 1416, 1404, 1431]
crime-body: ಚಾಮರಾಜನಗರ, ಏ.19-ಅಪ್ರಾಪ್ತೆ ಮೇಲೆ ಅತ್ಯಾಚಾರ ಎಸಗಿದ ಇಬ್ಬರು ಅಪರಾಧಿಗಳಿಗೆ ಜಿಲ್ಲಾ ಹೆಚ್ಚುವರಿ ಜಿಲ್ಲಾ ಮತ್ತು ಸತ್ರ ನ್ಯಾಯಾಲಯ (ಪೋಕ್ಸೊ) 20 ವರ್ಷ ಕಠಿಣ ಶಿಕ್ಷೆ ಹಾಗೂ ತಲಾ 55 ಸಾವಿರ ರೂ. ದಂಡ ವಿಧಿಸಿ ತೀರ್ಪು ನೀಡಿದೆ. ತಾಲೂಕಿನ ಗ್ರಾಮವೊಂದರ ಮಂಜು ಅಲಿಯಾಸ್ ಮಹೇಶ್(32) ಹಾಗೂ ಪ್ರಸಾದ್(28) ಶಿಕ್ಷೆಗೊಳಗಾದ ಅಪರಾಧಿಗಳು. 2022ರಲ್ಲಿ ಅಪ್ರಾಪ್ತೆಯನ್ನು ಪುಸಲಾಯಿಸಿ ಅತ್ಯಾಚಾರ ಎಸಗಿದ್ದ ಪ್ರಕರಣ ಸಂಬಂಧ ಪೋಲೀಸರು ತನಿಖೆ ನಡೆಸಿ ನ್ಯಾಯಾಲಯಕ್ಕೆ ದೋಷಾರೋಪ ಪಟ್ಟಿ ಸಲ್ಲಿಸಿದ್ದರು. ವಾದ-ಪ್ರತಿವಾದ ಆಲಿಸಿದ ನ್ಯಾಯಾಧೀಶರು ಅಪರಾಧ ಸಾಬೀತಾದ ಹಿನ್ನೆಲೆಯಲ್ಲಿ ಶಿಕ್ಷೆ ಪ್ರಕಟಿಸಿದ್ದಾರೆ. ಸಂತ್ರಸ್ತೆಗೆ ಪರಿಹಾರ ನೀಡುವಂತೆಯೂ ಆದೇಶಿಸಲಾಗಿದೆ. ಸರ್ಕಾರದ ಪರ ಅಭಿಯೋಜಕರು ವಾದ ಮಂಡಿಸಿದ್ದರು. bbox=[97, 1862, 560, 1975]
obit-headline: ಪುಟ್ಟನಾಯಕ ನಿಧನ bbox=[1294, 2035, 1409, 2057]
cyan-dot-icon bbox=[87, 2305, 100, 2318]
winners-title: ಕ್ಷೇತ್ರದಲ್ಲಿ ಆಯ್ಕೆಯಾದವರ ವಿವರ bbox=[1228, 1171, 1475, 1196]
cauvery-headline-box bbox=[1079, 630, 1476, 660]
election-headline: ಮತ್ತೆ ‘ಕಮಲ’ ಅರಳಿಸುವ ಯತ್ನ, bbox=[567, 1207, 1039, 1258]
candidate1-name: ಸುನಿಲ್ ಬೋಸ್ bbox=[815, 1470, 880, 1485]
guarantee-body-right: ಗುಂಡ್ಲುಪೇಟೆ, ಏ.19-ಗ್ಯಾರಂಟಿ ಯೋಜನೆಗಳಿಗೆ ಹಣ ಹೊಂದಿಸಲು ರಾಜ್ಯ ಸರ್ಕಾರ ಅಗತ್ಯ ವಸ್ತುಗಳ ಬೆಲೆ ಏರಿಕೆ ಮಾಡಿ ಜನಸಾಮಾನ್ಯರ ಮೇಲೆ ಹೊರೆ ಹಾಕುತ್ತಿದೆ ಎಂದು ಬಿಜೆಪಿ ಅಭ್ಯರ್ಥಿ ಎಸ್.ಬಾಲರಾಜು ಆರೋಪಿಸಿದರು. ತಾಲೂಕಿನ ಕಬ್ಬಹಳ್ಳಿ ಗ್ರಾಮದಲ್ಲಿ ಆಯೋಜಿಸಿದ್ದ ಪ್ರಚಾರ ಸಭೆಯಲ್ಲಿ ಮಾತನಾಡಿದ ಅವರು, ಹಾಲು, ವಿದ್ಯುತ್, ಮದ್ಯ, ನೋಂದಣಿ ಶುಲ್ಕ ಸೇರಿದಂತೆ ಎಲ್ಲದರ ಬೆಲೆ ಹೆಚ್ಚಿಸಿ ಜನರ ಜೇಬಿಗೆ ಕತ್ತರಿ ಹಾಕಲಾಗುತ್ತಿದೆ. ಕೇಂದ್ರದ ಮೋದಿ ಸರ್ಕಾರದ ಅಭಿವೃದ್ಧಿ ಕಾರ್ಯಗಳನ್ನು ಮತದಾರರಿಗೆ ತಿಳಿಸಿ ಮತಯಾಚಿಸಬೇಕು ಎಂದರು. ಮಾಜಿ ಶಾಸಕ ನಿರಂಜನಕುಮಾರ್ ಮಾತನಾಡಿ, ಈ ಬಾರಿ ಚಾಮರಾಜನಗರ ಕ್ಷೇತ್ರದಲ್ಲಿ ಬಿಜೆಪಿ ಗೆಲುವು ನಿಶ್ಚಿತ ಎಂದರು. ಸಭೆಯಲ್ಲಿ ಬಿಜೆಪಿ, ಜೆಡಿಎಸ್ ಮುಖಂಡರು ಹಾಗೂ ಕಾರ್ಯಕರ್ತರು ಇದ್ದರು. bbox=[953, 1807, 1215, 2001]
lead-sub1: ● ಸಿದ್ದಾಪುರದಲ್ಲಿ ಬಿಜೆಪಿ ಮುಖಂಡರು, ಕಾರ್ಯಕರ್ತರ ಪ್ರತಿಭಟನೆ bbox=[247, 257, 581, 276]
guarantee-headline-box bbox=[567, 1745, 1215, 1798]
tiger-captured-photo bbox=[489, 710, 676, 819]
cow-caption: ಹುಲಿ ದಾಳಿಯಿಂದ ಹಸುವಿನ ಬಲಗಾಲು ಗಾಯಗೊಂಡಿರುವುದು. bbox=[700, 1105, 827, 1134]
election-kicker: ಚಾಮರಾಜನಗರ ಮೀಸಲು ಲೋಕಸಭಾ ಕ್ಷೇತ್ರದಲ್ಲಿ bbox=[731, 1175, 1070, 1201]
winner-row: 2004-ಕಾಗಲವಾಡಿ ಶಿವಣ್ಣ (ಜೆಡಿಎಸ್) bbox=[1233, 1382, 1392, 1398]
election-headline-2: ‘ಕೈ’ ಕ್ಷೇತ್ರ ವಶಪಡಿಸಿಕೊಳ್ಳುವ ತವಕ bbox=[567, 1270, 1060, 1321]
attack-headline-box bbox=[691, 848, 1072, 880]
winners-list bbox=[1228, 1196, 1475, 1452]
section-bar bbox=[87, 84, 785, 124]
guarantee-photo bbox=[572, 1806, 945, 1981]
training-body: ಚಾಮರಾಜನಗರ: ಮತಗಟ್ಟೆ ಅಧಿಕಾರಿಗಳಿಗೆ ಏ.20ರಂದು ಬೆಳಿಗ್ಗೆ 10 ಗಂಟೆಗೆ ತಾಲೂಕುವಾರು ಆಯಾ ತಾಲೂಕು ಕೇಂದ್ರಗಳಲ್ಲಿ ಆಯೋಜಿಸಲಾಗಿದೆ. ತರಬೇತಿಗೆ ಹಾಜರಾಗುವ ಎಲ್ಲಾ ಮತಗಟ್ಟೆ ಅಧಿಕಾರಿಗಳಿಗೆ ಆಯಾ ತಾಲೂಕು ಕೇಂದ್ರ ಸ್ಥಾನದಿಂದ ಬಸ್ ವ್ಯವಸ್ಥೆ ಮಾಡಲಾಗಿದೆ. ಹನೂರು ವಿಧಾನಸಭಾ ಕ್ಷೇತ್ರದ ಮತಗಟ್ಟೆ ಅಧಿಕಾರಿಗಳಿಗೆ ಕೊಳ್ಳೇಗಾಲದಲ್ಲಿ ತರಬೇತಿ ನಡೆಯಲಿದ್ದು, ತರಬೇತಿಗೆ ಗೈರು ಹಾಜರಾಗುವವರ ವಿರುದ್ಧ ಶಿಸ್ತು ಕ್ರಮ ಕೈಗೊಳ್ಳಲಾಗುವುದು ಎಂದು ಜಿಲ್ಲಾ ಚುನಾವಣಾಧಿಕಾರಿ ತಿಳಿಸಿದ್ದಾರೆ. bbox=[97, 1689, 560, 1750]
cauvery-caption: ಕುಶಾಲನಗರದ ಕಾವೇರಿ ನಿಸರ್ಗಧಾಮದ ಸೇತುವೆಯ ಕೆಳ ಭಾಗದಲ್ಲಿ ಮೀನುಗಳನ್ನು ಬಲೆಯಲ್ಲಿ ಹಿಡಿದು ಹಾರಂಗಿ ಜಲಾಶಯ ಮುಂಭಾಗದ ನದಿಗೆ ಬಿಡಲಾಯಿತು. bbox=[1094, 854, 1462, 882]
cauvery-headline: ಕಾವೇರಿ ನಿಸರ್ಗಧಾಮದಲ್ಲಿ ಮೀನುಗಳ ರಕ್ಷಣೆ bbox=[1079, 630, 1361, 654]
cow-wound-photo bbox=[695, 884, 832, 1102]
lead-sub3: ● ಕೊಡಗು-ಮೈಸೂರು ಲೋಕಸಭಾ ಕ್ಷೇತ್ರದ ಬಿಜೆಪಿ ಅಭ್ಯರ್ಥಿ ಯದುವೀರ್ ಸಾಥ್ bbox=[247, 280, 880, 298]
page-header bbox=[87, 81, 1498, 128]
yellow-dot-icon bbox=[1434, 2305, 1447, 2318]
election-body: ಚಾಮರಾಜನಗರ, ಏ.19-ಹಳೇ ಮೈಸೂರು ಭಾಗದ ಜಾನಪದ ಕಲೆಗಳ ತವರೂರು, ಮಲೆ ಮಹದೇಶ್ವರ, ಬಿಳಿಗಿರಿರಂಗನಾಥ ಸ್ವಾಮಿಯ ನೆಲೆಬೀಡು ಚಾಮರಾಜನಗರ ಮೀಸಲು ಲೋಕಸಭಾ ಕ್ಷೇತ್ರದಲ್ಲಿ ಈ ಬಾರಿ ಬಿಜೆಪಿ ಮತ್ತು ಕಾಂಗ್ರೆಸ್ ನಡುವೆ ನೇರ ಹಣಾಹಣಿ ಏರ್ಪಟ್ಟಿದೆ. ಕಾಂಗ್ರೆಸ್ ಪಕ್ಷದಿಂದ ಸಚಿವ ಡಾ.ಹೆಚ್.ಸಿ.ಮಹದೇವಪ್ಪ ಅವರ ಪುತ್ರ ಸುನಿಲ್ ಬೋಸ್ ಕಣದಲ್ಲಿದ್ದರೆ, ಬಿಜೆಪಿಯಿಂದ ಮಾಜಿ ಶಾಸಕ ಎಸ್.ಬಾಲರಾಜು ಸ್ಪರ್ಧಿಸಿದ್ದಾರೆ. ಮುಖ್ಯಮಂತ್ರಿ ಸಿದ್ದರಾಮಯ್ಯ ಅವರ ತವರು ಜಿಲ್ಲೆಯಾದ ಕಾರಣ ಕ್ಷೇತ್ರ ಪ್ರತಿಷ್ಠೆಯ ಕಣವಾಗಿದ್ದು, ಕಳೆದ ಬಾರಿ ಕಳೆದುಕೊಂಡ ಕ್ಷೇತ್ರವನ್ನು ಮರಳಿ ಪಡೆಯಲು ಕಾಂಗ್ರೆಸ್ ಶತಾಯಗತಾಯ ಪ್ರಯತ್ನ ನಡೆಸುತ್ತಿದೆ. 2019ರ ಚುನಾವಣೆಯಲ್ಲಿ ಬಿಜೆಪಿಯ ವಿ.ಶ್ರೀನಿವಾಸಪ್ರಸಾದ್ ಅವರು ಕಾಂಗ್ರೆಸ್‍ನ ಆರ್.ಧ್ರುವನಾರಾಯಣ ಅವರನ್ನು ಸೋಲಿಸಿದ್ದರು. ಕ್ಷೇತ್ರದಲ್ಲಿ ಒಟ್ಟು 17 ಲಕ್ಷಕ್ಕೂ ಹೆಚ್ಚು ಮತದಾರರಿದ್ದು, ಎಂಟು ವಿಧಾನಸಭಾ ಕ್ಷೇತ್ರಗಳ ಪೈಕಿ ಏಳರಲ್ಲಿ ಕಾಂಗ್ರೆಸ್ ಶಾಸಕರಿದ್ದಾರೆ. ಕಾಂಗ್ರೆಸ್ ಗ್ಯಾರಂಟಿ ಯೋಜನೆಗಳ ಬಲವನ್ನು ನೆಚ್ಚಿಕೊಂಡಿದ್ದರೆ, ಬಿಜೆಪಿ ಮೋದಿ ಅಲೆ ಹಾಗೂ ಜೆಡಿಎಸ್ ಮೈತ್ರಿಯ ಬಲವನ್ನು ನಂಬಿಕೊಂಡಿದೆ. bbox=[569, 1492, 1213, 1621]
divider bbox=[95, 1164, 1476, 1166]
lead-kicker: ಮನೆ ಮನೆ ಮತಯಾಚನೆಗೆ ತೆರಳುತ್ತಿದ್ದ ಬಿಜೆಪಿ ಕಾರ್ಯಕರ್ತರಿಗೆ ಕಾರು ಡಿಕ್ಕಿ bbox=[214, 131, 761, 159]
page-label: ಪುಟ bbox=[95, 96, 114, 111]
